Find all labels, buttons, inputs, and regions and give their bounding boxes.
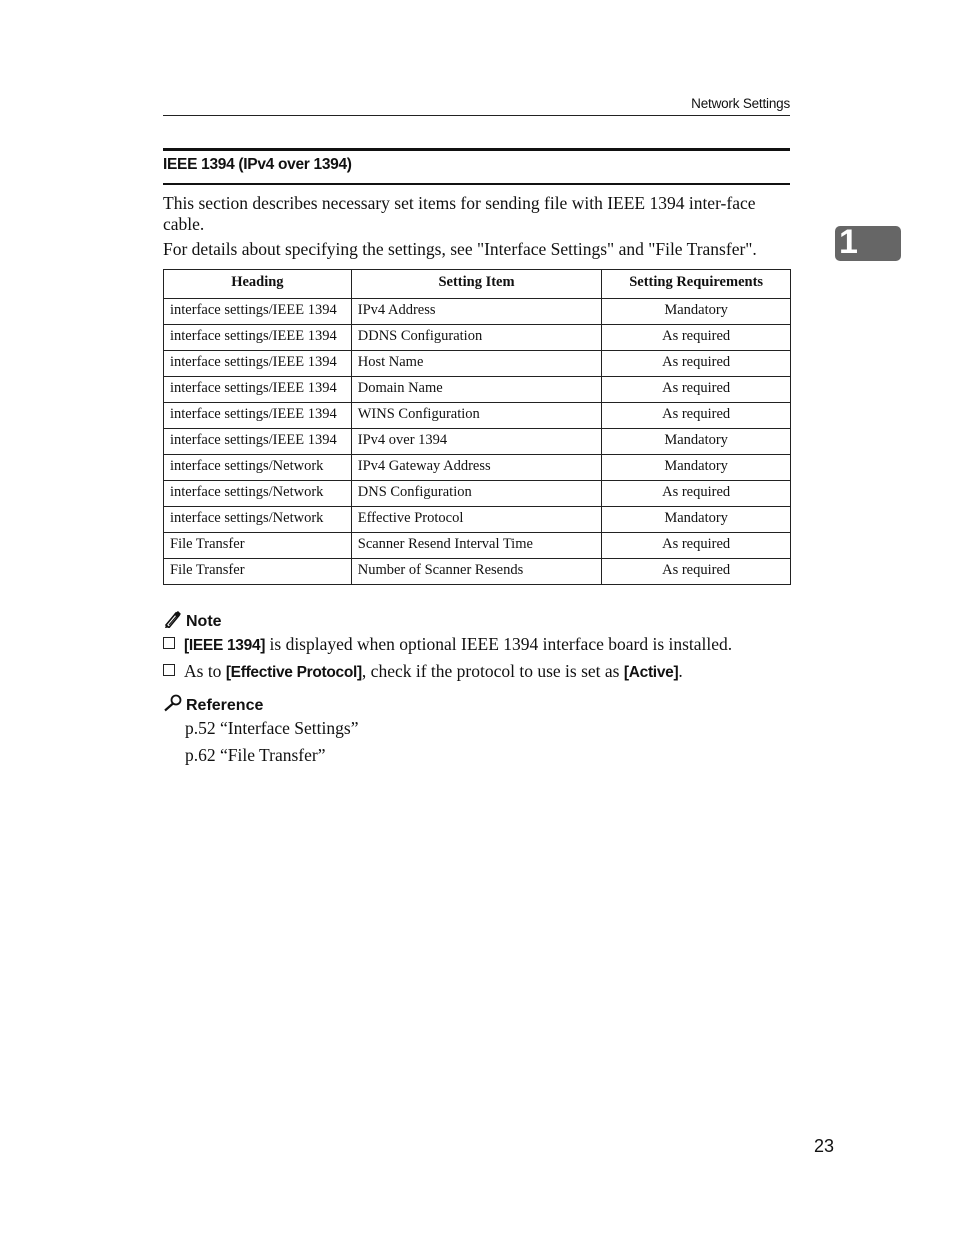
note-keyword: [IEEE 1394]: [184, 637, 266, 654]
settings-table: [163, 269, 791, 585]
note-text-post: .: [678, 661, 683, 681]
details-paragraph: For details about specifying the settings, see "Interface Settings" and "File Transfer".: [163, 239, 757, 259]
note-label: Note: [186, 613, 222, 630]
reference-link-file-transfer[interactable]: p.62 “File Transfer”: [185, 745, 326, 765]
header-rule: [163, 115, 790, 116]
requirement-cell: As required: [602, 351, 791, 377]
intro-paragraph: This section describes necessary set items for sending file with IEEE 1394 inter-face cable.: [163, 193, 756, 234]
heading-cell: interface settings/IEEE 1394: [164, 299, 352, 325]
setting-item-cell: WINS Configuration: [351, 403, 602, 429]
setting-item-cell: DDNS Configuration: [351, 325, 602, 351]
table-row: [164, 403, 791, 429]
table-row: [164, 533, 791, 559]
reference-link-interface-settings[interactable]: p.52 “Interface Settings”: [185, 718, 359, 738]
requirement-cell: As required: [602, 377, 791, 403]
note-keyword-active: [Active]: [623, 664, 679, 681]
magnifier-icon: [163, 694, 183, 712]
setting-item-cell: IPv4 Address: [351, 299, 602, 325]
requirement-cell: Mandatory: [602, 299, 791, 325]
note-text-mid: , check if the protocol to use is set as: [361, 661, 624, 681]
note-item: [163, 634, 732, 655]
heading-cell: interface settings/IEEE 1394: [164, 429, 352, 455]
pencil-icon: [163, 611, 183, 628]
table-row: [164, 481, 791, 507]
setting-item-cell: Domain Name: [351, 377, 602, 403]
section-title: IEEE 1394 (IPv4 over 1394): [163, 156, 352, 173]
table-row: [164, 429, 791, 455]
note-keyword: [Effective Protocol]: [225, 664, 362, 681]
note-item: [163, 661, 683, 682]
chapter-tab: [835, 223, 901, 261]
note-text: is displayed when optional IEEE 1394 interface board is installed.: [265, 634, 733, 654]
table-header-row: [164, 270, 791, 299]
setting-item-cell: DNS Configuration: [351, 481, 602, 507]
heading-cell: interface settings/Network: [164, 481, 352, 507]
table-row: [164, 377, 791, 403]
requirement-cell: As required: [602, 559, 791, 585]
note-heading: [163, 611, 222, 631]
heading-cell: File Transfer: [164, 533, 352, 559]
table-row: [164, 507, 791, 533]
requirement-cell: As required: [602, 403, 791, 429]
table-row: [164, 559, 791, 585]
requirement-cell: Mandatory: [602, 507, 791, 533]
note-text-pre: As to: [184, 661, 226, 681]
heading-cell: interface settings/Network: [164, 455, 352, 481]
checkbox-bullet-icon: [163, 664, 175, 676]
setting-item-cell: Scanner Resend Interval Time: [351, 533, 602, 559]
requirement-cell: As required: [602, 325, 791, 351]
reference-heading: [163, 694, 263, 715]
column-header-setting-requirements: Setting Requirements: [602, 270, 791, 299]
setting-item-cell: IPv4 Gateway Address: [351, 455, 602, 481]
heading-cell: interface settings/IEEE 1394: [164, 403, 352, 429]
requirement-cell: Mandatory: [602, 455, 791, 481]
setting-item-cell: IPv4 over 1394: [351, 429, 602, 455]
heading-cell: interface settings/IEEE 1394: [164, 325, 352, 351]
reference-label: Reference: [186, 697, 264, 714]
heading-cell: interface settings/Network: [164, 507, 352, 533]
table-row: [164, 455, 791, 481]
heading-cell: interface settings/IEEE 1394: [164, 377, 352, 403]
table-row: [164, 325, 791, 351]
column-header-setting-item: Setting Item: [351, 270, 602, 299]
chapter-number: 1: [839, 223, 858, 261]
section-rule-top: [163, 148, 790, 151]
checkbox-bullet-icon: [163, 637, 175, 649]
heading-cell: File Transfer: [164, 559, 352, 585]
requirement-cell: As required: [602, 533, 791, 559]
table-row: [164, 299, 791, 325]
column-header-heading: Heading: [164, 270, 352, 299]
setting-item-cell: Host Name: [351, 351, 602, 377]
setting-item-cell: Effective Protocol: [351, 507, 602, 533]
requirement-cell: As required: [602, 481, 791, 507]
running-header: Network Settings: [691, 96, 790, 111]
table-row: [164, 351, 791, 377]
page-number: 23: [813, 1136, 834, 1156]
requirement-cell: Mandatory: [602, 429, 791, 455]
section-rule-bottom: [163, 183, 790, 185]
heading-cell: interface settings/IEEE 1394: [164, 351, 352, 377]
setting-item-cell: Number of Scanner Resends: [351, 559, 602, 585]
